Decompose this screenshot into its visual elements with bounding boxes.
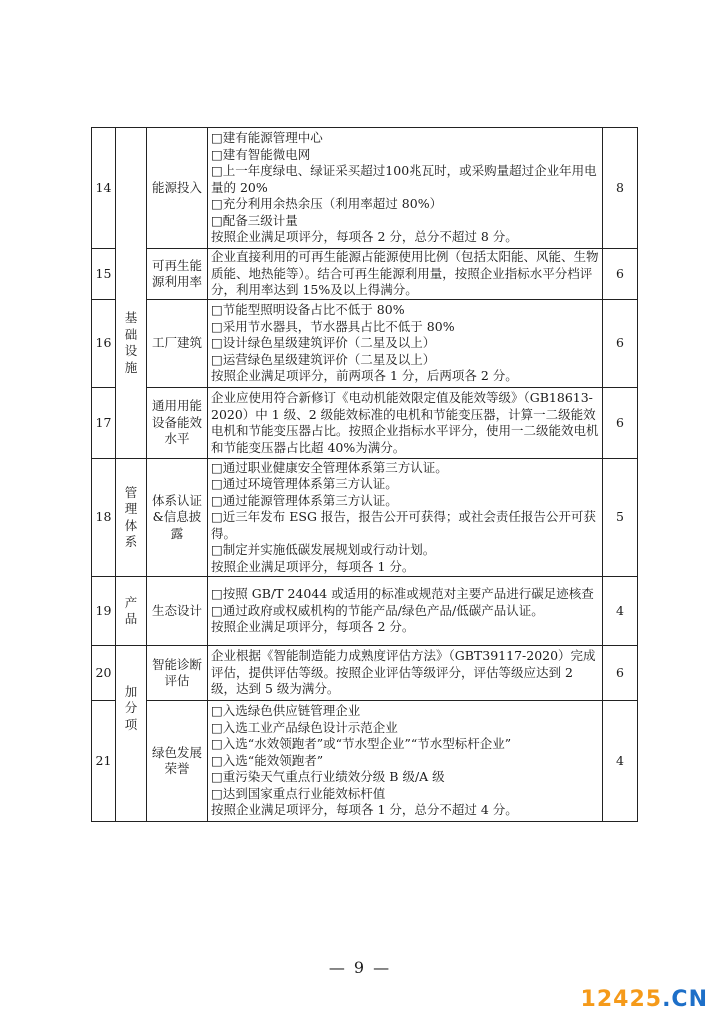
description-line: □入选绿色供应链管理企业	[211, 703, 361, 719]
watermark-number: 12425	[580, 987, 663, 1012]
row-number: 19	[92, 577, 116, 646]
row-number: 21	[92, 701, 116, 822]
description-line: □通过环境管理体系第三方认证。	[211, 476, 398, 492]
description-line: □充分利用余热余压（利用率超过 80%）	[211, 196, 443, 212]
site-watermark	[581, 987, 708, 1012]
description-line: □设计绿色星级建筑评价（二星及以上）	[211, 335, 436, 351]
description-line: □建有能源管理中心	[211, 130, 323, 146]
table-row	[92, 701, 638, 822]
table-row	[92, 388, 638, 459]
description-line: 企业根据《智能制造能力成熟度评估方法》（GBT39117-2020）完成评估，提供评估等级。按照企业评估等级评分，评估等级应达到 2 级，达到 5 级为满分。	[211, 648, 596, 697]
score-cell: 6	[603, 300, 638, 388]
description-line: 按照企业满足项评分，每项各 2 分。	[211, 619, 415, 635]
score-cell: 4	[603, 701, 638, 822]
evaluation-table	[91, 127, 638, 822]
description-cell	[208, 577, 603, 646]
category-label: 加分项	[124, 683, 138, 732]
description-line: 企业应使用符合新修订《电动机能效限定值及能效等级》（GB18613-2020）中 1 级、2 级能效标准的电机和节能变压器，计算一二级能效电机和节能变压器占比。按照企业指标水平评分，使用一二级能效电机和节能变压器占比超 40%为满分。	[211, 390, 599, 455]
description-cell	[208, 646, 603, 701]
description-line: 企业直接利用的可再生能源占能源使用比例（包括太阳能、风能、生物质能、地热能等）。结合可再生能源利用量，按照企业指标水平分档评分，利用率达到 15%及以上得满分。	[211, 249, 599, 298]
table-row	[92, 300, 638, 388]
score-cell: 4	[603, 577, 638, 646]
description-cell	[208, 459, 603, 577]
row-number: 20	[92, 646, 116, 701]
description-line: 按照企业满足项评分，每项各 2 分，总分不超过 8 分。	[211, 229, 518, 245]
description-cell	[208, 249, 603, 300]
score-cell: 6	[603, 249, 638, 300]
description-line: 按照企业满足项评分，前两项各 1 分，后两项各 2 分。	[211, 368, 518, 384]
item-cell: 绿色发展荣誉	[147, 701, 208, 822]
score-cell: 8	[603, 128, 638, 249]
description-line: □重污染天气重点行业绩效分级 B 级/A 级	[211, 769, 445, 785]
row-number: 15	[92, 249, 116, 300]
category-label: 基础设施	[124, 310, 138, 375]
description-line: □入选工业产品绿色设计示范企业	[211, 719, 398, 735]
description-line: □运营绿色星级建筑评价（二星及以上）	[211, 351, 436, 367]
category-cell: 产品	[116, 577, 147, 646]
description-line: □节能型照明设备占比不低于 80%	[211, 302, 405, 318]
category-cell	[116, 128, 147, 459]
row-number: 16	[92, 300, 116, 388]
page-number: — 9 —	[328, 958, 392, 977]
description-line: □按照 GB/T 24044 或适用的标准或规范对主要产品进行碳足迹核查	[211, 586, 594, 602]
description-line: □入选“能效领跑者”	[211, 752, 324, 768]
item-cell: 智能诊断评估	[147, 646, 208, 701]
row-number: 18	[92, 459, 116, 577]
item-cell: 可再生能源利用率	[147, 249, 208, 300]
description-line: 按照企业满足项评分，每项各 1 分，总分不超过 4 分。	[211, 802, 518, 818]
item-cell: 体系认证&信息披露	[147, 459, 208, 577]
description-line: □制定并实施低碳发展规划或行动计划。	[211, 542, 436, 558]
score-cell: 6	[603, 388, 638, 459]
description-line: □建有智能微电网	[211, 146, 311, 162]
score-cell: 5	[603, 459, 638, 577]
score-cell: 6	[603, 646, 638, 701]
item-cell: 工厂建筑	[147, 300, 208, 388]
description-line: □上一年度绿电、绿证采买超过100兆瓦时，或采购量超过企业年用电量的 20%	[211, 163, 597, 195]
category-cell	[116, 646, 147, 822]
table-row	[92, 646, 638, 701]
table-row	[92, 128, 638, 249]
description-line: □通过职业健康安全管理体系第三方认证。	[211, 459, 448, 475]
table-row	[92, 459, 638, 577]
watermark-domain: .CN	[662, 987, 708, 1012]
description-cell	[208, 300, 603, 388]
category-label: 管理体系	[124, 484, 138, 549]
description-line: □近三年发布 ESG 报告，报告公开可获得；或社会责任报告公开可获得。	[211, 509, 596, 541]
description-cell	[208, 388, 603, 459]
description-line: □通过政府或权威机构的节能产品/绿色产品/低碳产品认证。	[211, 602, 544, 618]
category-cell	[116, 459, 147, 577]
description-line: □通过能源管理体系第三方认证。	[211, 492, 398, 508]
row-number: 17	[92, 388, 116, 459]
description-line: □达到国家重点行业能效标杆值	[211, 785, 386, 801]
table-row	[92, 577, 638, 646]
description-cell	[208, 128, 603, 249]
description-line: 按照企业满足项评分，每项各 1 分。	[211, 558, 415, 574]
item-cell: 通用用能设备能效水平	[147, 388, 208, 459]
item-cell: 生态设计	[147, 577, 208, 646]
description-cell	[208, 701, 603, 822]
table-row	[92, 249, 638, 300]
description-line: □采用节水器具，节水器具占比不低于 80%	[211, 318, 455, 334]
item-cell: 能源投入	[147, 128, 208, 249]
description-line: □配备三级计量	[211, 212, 298, 228]
description-line: □入选“水效领跑者”或“节水型企业”“节水型标杆企业”	[211, 736, 512, 752]
row-number: 14	[92, 128, 116, 249]
